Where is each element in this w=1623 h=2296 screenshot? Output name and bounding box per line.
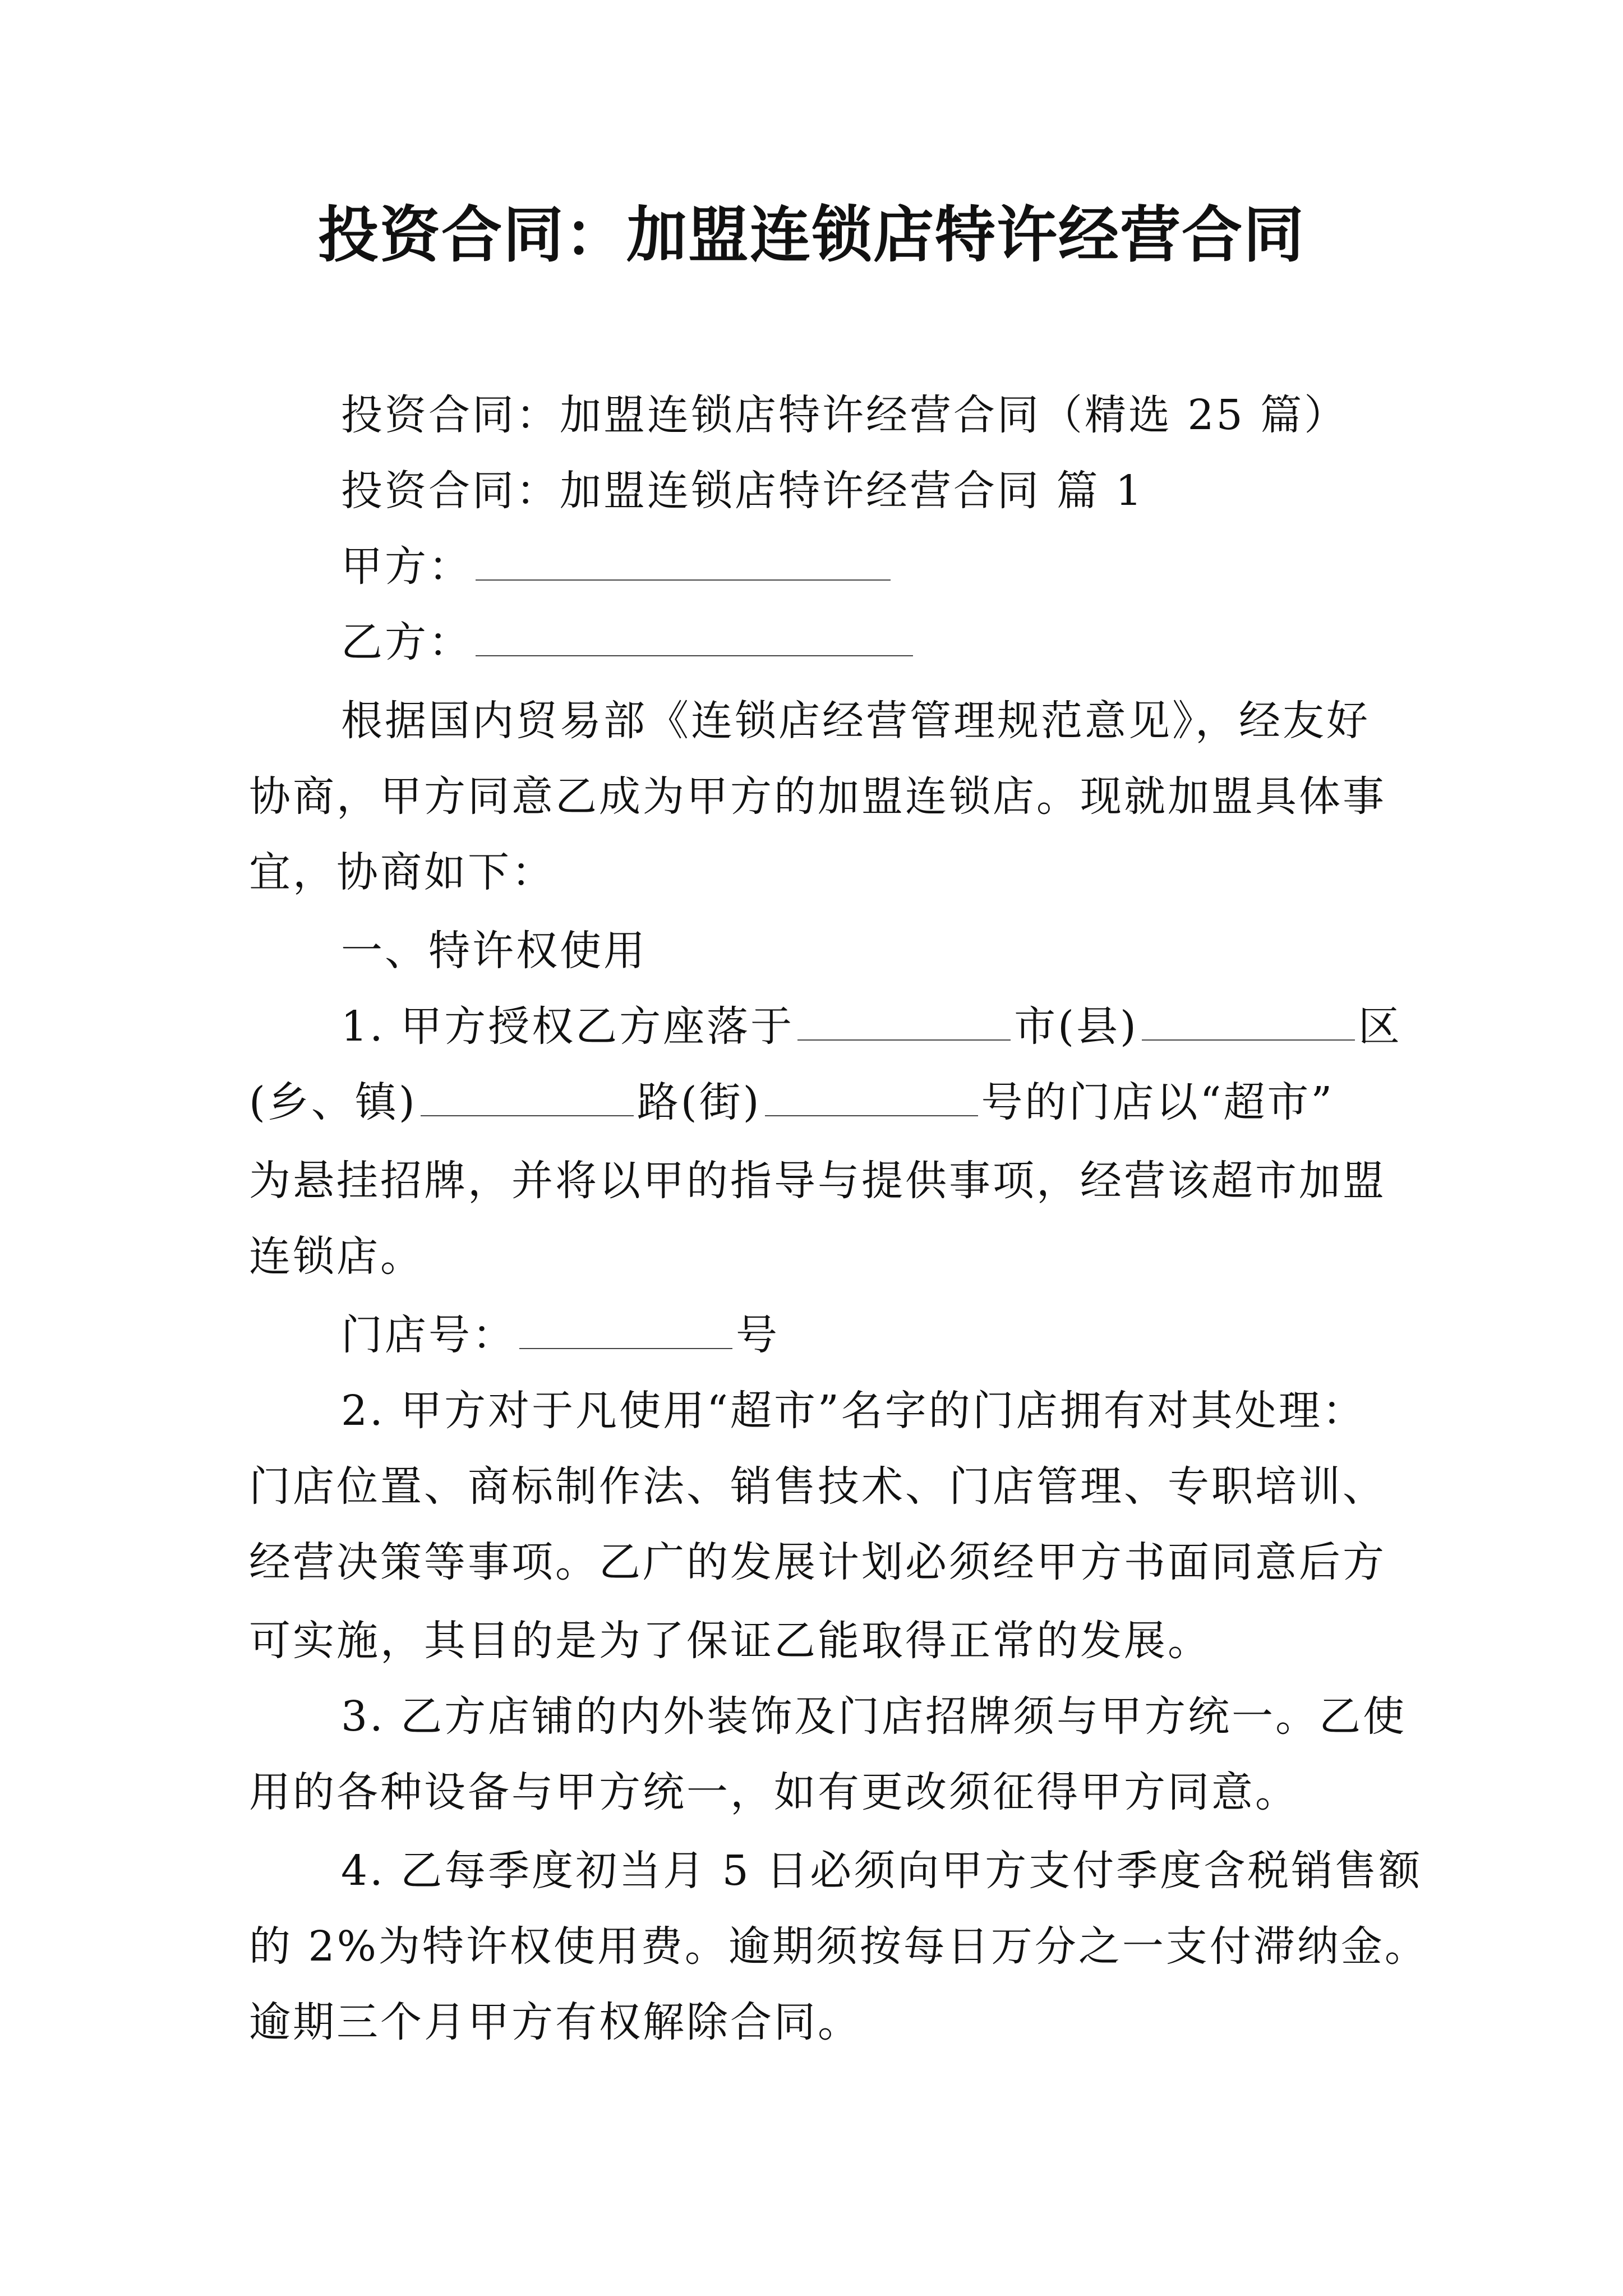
clause-1-line: 连锁店。	[249, 1232, 424, 1281]
clause-4-line: 逾期三个月甲方有权解除合同。	[249, 1998, 861, 2046]
clause-text: 市(县)	[1014, 1002, 1138, 1051]
party-a-line	[341, 533, 894, 600]
store-number-label: 门店号：	[341, 1311, 516, 1359]
town-blank	[421, 1080, 634, 1116]
clause-3-line: 3. 乙方店铺的内外装饰及门店招牌须与甲方统一。乙使	[341, 1692, 1407, 1741]
clause-4-line: 4. 乙每季度初当月 5 日必须向甲方支付季度含税销售额	[341, 1847, 1423, 1895]
clause-1-line	[249, 1069, 1334, 1136]
clause-2-line: 可实施，其目的是为了保证乙能取得正常的发展。	[249, 1617, 1211, 1665]
clause-2-line: 2. 甲方对于凡使用“超市”名字的门店拥有对其处理：	[341, 1387, 1366, 1435]
store-number-blank	[519, 1313, 732, 1349]
intro-line: 宜，协商如下：	[249, 848, 555, 896]
party-b-label: 乙方：	[341, 618, 472, 666]
clause-text: 号的门店以“超市”	[981, 1078, 1335, 1126]
clause-text: 1. 甲方授权乙方座落于	[341, 1002, 795, 1051]
store-number-suffix: 号	[736, 1311, 780, 1359]
chapter-heading: 一、特许权使用	[341, 927, 647, 975]
party-b-blank	[476, 620, 913, 656]
district-blank	[1142, 1005, 1355, 1041]
store-number-line	[341, 1301, 780, 1369]
document-title: 投资合同：加盟连锁店特许经营合同	[317, 200, 1305, 270]
party-b-line	[341, 609, 916, 676]
clause-text: 区	[1358, 1002, 1402, 1051]
party-a-label: 甲方：	[341, 542, 472, 591]
clause-3-line: 用的各种设备与甲方统一，如有更改须征得甲方同意。	[249, 1768, 1299, 1816]
clause-2-line: 经营决策等事项。乙广的发展计划必须经甲方书面同意后方	[249, 1538, 1386, 1586]
section-heading: 投资合同：加盟连锁店特许经营合同 篇 1	[341, 467, 1145, 515]
clause-1-line: 为悬挂招牌，并将以甲的指导与提供事项，经营该超市加盟	[249, 1157, 1386, 1205]
clause-1-line	[341, 993, 1402, 1060]
clause-text: 路(街)	[637, 1078, 762, 1126]
road-blank	[765, 1080, 978, 1116]
city-blank	[797, 1005, 1011, 1041]
party-a-blank	[476, 545, 891, 581]
intro-line: 根据国内贸易部《连锁店经营管理规范意见》，经友好	[341, 697, 1370, 745]
clause-2-line: 门店位置、商标制作法、销售技术、门店管理、专职培训、	[249, 1462, 1386, 1511]
subtitle: 投资合同：加盟连锁店特许经营合同（精选 25 篇）	[341, 391, 1348, 439]
clause-text: (乡、镇)	[249, 1078, 417, 1126]
clause-4-line: 的 2%为特许权使用费。逾期须按每日万分之一支付滞纳金。	[249, 1922, 1428, 1971]
intro-line: 协商，甲方同意乙成为甲方的加盟连锁店。现就加盟具体事	[249, 772, 1386, 821]
